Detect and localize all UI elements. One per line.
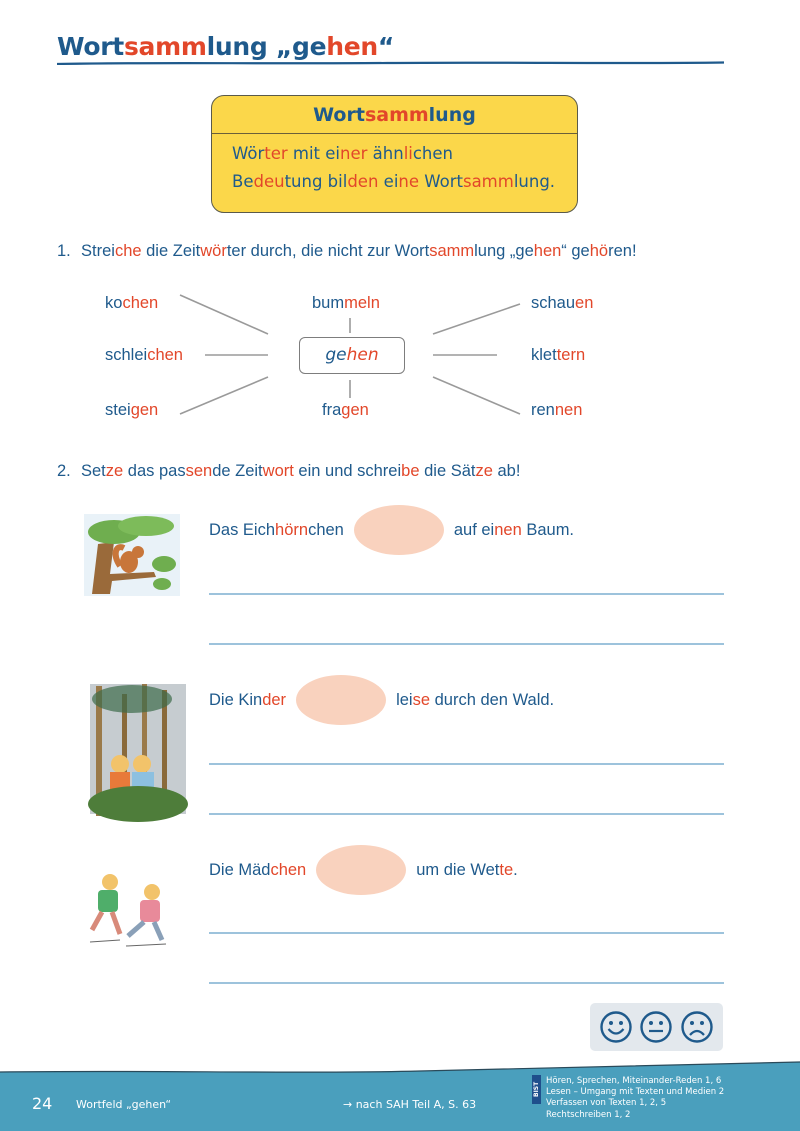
text-segment: ein und schrei [293, 462, 402, 480]
text-segment: auf ei [453, 520, 495, 539]
text-segment: chen [147, 346, 183, 364]
text-segment: Strei [81, 242, 115, 260]
text-segment: ge [325, 345, 347, 365]
word-web-word-fragen[interactable] [322, 401, 369, 420]
text-segment: te [499, 860, 514, 879]
sentence-part-after [396, 691, 554, 710]
text-segment: de Zeit [212, 462, 263, 480]
task-2-instruction [57, 462, 520, 481]
exercise-3-sentence [209, 845, 518, 895]
text-segment: be [401, 462, 420, 480]
word-web-word-schleichen[interactable] [105, 346, 183, 365]
answer-line[interactable] [209, 982, 724, 984]
self-assessment-box [590, 1003, 723, 1051]
text-segment: hen [346, 345, 379, 365]
text-segment: che [114, 242, 142, 260]
text-segment: wör [200, 242, 227, 260]
text-segment: en [575, 294, 594, 312]
title-underline [57, 61, 724, 65]
text-segment: ner [340, 144, 368, 163]
smiley-neutral-icon[interactable] [639, 1010, 673, 1044]
text-segment: hö [589, 242, 609, 260]
task-number: 2. [57, 462, 71, 480]
text-segment: Wör [232, 144, 265, 163]
answer-line[interactable] [209, 932, 724, 934]
task-number: 1. [57, 242, 71, 260]
squirrel-on-branch-illustration [84, 514, 180, 596]
text-segment: ter durch, die nicht zur Wort [226, 242, 430, 260]
verb-blank-3[interactable] [316, 845, 406, 895]
word-web-word-klettern[interactable] [531, 346, 585, 365]
girls-running-illustration [86, 868, 190, 948]
text-segment: wort [262, 462, 294, 480]
text-segment: schau [531, 294, 576, 312]
text-segment: samm [364, 104, 429, 126]
text-segment: mit ei [287, 144, 340, 163]
text-segment: ren [531, 401, 555, 419]
text-segment: chen [122, 294, 159, 312]
word-web-word-steigen[interactable] [105, 401, 158, 420]
bist-label: BIST [532, 1075, 541, 1104]
definition-line-2 [232, 168, 577, 196]
text-segment: chen [308, 520, 344, 539]
text-segment: ei [378, 172, 399, 191]
text-segment: stei [105, 401, 131, 419]
task-2-text [81, 462, 520, 480]
text-segment: Set [81, 462, 106, 480]
sentence-part-after [416, 861, 518, 880]
page-title [57, 32, 394, 61]
task-1-text [81, 242, 637, 260]
text-segment: deu [253, 172, 285, 191]
text-segment: tung bil [284, 172, 348, 191]
text-segment: gen [130, 401, 159, 419]
word-web-word-bummeln[interactable] [312, 294, 380, 313]
text-segment: Wort [313, 104, 365, 126]
text-segment: chen [270, 860, 307, 879]
smiley-happy-icon[interactable] [599, 1010, 633, 1044]
text-segment: das pas [123, 462, 186, 480]
footer-reference: → nach SAH Teil A, S. 63 [343, 1098, 477, 1111]
text-segment: nen [554, 401, 583, 419]
text-segment: ren! [608, 242, 637, 260]
task-1-instruction [57, 242, 637, 261]
bist-item: Lesen – Umgang mit Texten und Medien 2 [546, 1087, 725, 1098]
text-segment: hen [533, 242, 562, 260]
word-web-center [299, 337, 405, 374]
text-segment: “ [377, 32, 395, 61]
word-web-word-schauen[interactable] [531, 294, 593, 313]
text-segment: chen [412, 144, 453, 163]
text-segment: ne [398, 172, 420, 191]
text-segment: nen [494, 520, 522, 539]
answer-line[interactable] [209, 763, 724, 765]
page-number: 24 [32, 1094, 53, 1113]
text-segment: die Sät [419, 462, 476, 480]
sentence-part-before [209, 521, 344, 540]
answer-line[interactable] [209, 813, 724, 815]
verb-blank-1[interactable] [354, 505, 444, 555]
text-segment: se [412, 690, 431, 709]
text-segment: lung. [513, 172, 556, 191]
text-segment: gen [341, 401, 369, 419]
bist-item: Rechtschreiben 1, 2 [546, 1109, 631, 1120]
text-segment: bum [312, 294, 345, 312]
text-segment: um die Wet [416, 860, 500, 879]
sentence-part-before [209, 691, 286, 710]
text-segment: Die Mäd [209, 860, 271, 879]
text-segment: ähn [367, 144, 404, 163]
text-segment: fra [322, 401, 342, 419]
smiley-sad-icon[interactable] [680, 1010, 714, 1044]
bist-item: Verfassen von Texten 1, 2, 5 [546, 1098, 667, 1109]
answer-line[interactable] [209, 643, 724, 645]
text-segment: ze [475, 462, 493, 480]
text-segment: samm [429, 242, 475, 260]
text-segment: li [403, 144, 413, 163]
text-segment: . [513, 860, 518, 879]
text-segment: die Zeit [141, 242, 201, 260]
text-segment: “ ge [561, 242, 590, 260]
text-segment: lung [428, 104, 476, 126]
word-web-word-rennen[interactable] [531, 401, 582, 420]
text-segment: ze [105, 462, 124, 480]
text-segment: ter [264, 144, 288, 163]
text-segment: Das Eich [209, 520, 276, 539]
text-segment: Wort [57, 32, 124, 61]
text-segment: schlei [105, 346, 148, 364]
bist-standards-list [546, 1076, 724, 1121]
exercise-2-sentence [209, 675, 554, 725]
definition-heading [212, 96, 577, 134]
text-segment: lung „ge [206, 32, 327, 61]
text-segment: hörn [275, 520, 309, 539]
text-segment: der [262, 690, 287, 709]
text-segment: Baum. [521, 520, 575, 539]
text-segment: lung „ge [474, 242, 534, 260]
verb-blank-2[interactable] [296, 675, 386, 725]
sentence-part-before [209, 861, 306, 880]
text-segment: durch den Wald. [430, 690, 555, 709]
exercise-1-sentence [209, 505, 574, 555]
text-segment: samm [462, 172, 514, 191]
text-segment: hen [326, 32, 378, 61]
definition-text [212, 134, 577, 196]
text-segment: samm [123, 32, 207, 61]
text-segment: Die Kin [209, 690, 263, 709]
bist-item: Hören, Sprechen, Miteinander-Reden 1, 6 [546, 1076, 722, 1086]
text-segment: ab! [492, 462, 521, 480]
definition-box [211, 95, 578, 213]
children-in-forest-illustration [82, 684, 194, 826]
text-segment: sen [185, 462, 213, 480]
text-segment: Wort [419, 172, 463, 191]
footer-topic: Wortfeld „gehen“ [76, 1098, 172, 1111]
text-segment: lei [396, 690, 413, 709]
answer-line[interactable] [209, 593, 724, 595]
sentence-part-after [454, 521, 574, 540]
text-segment: den [347, 172, 379, 191]
text-segment: Be [232, 172, 254, 191]
word-web-word-kochen[interactable] [105, 294, 158, 313]
text-segment: meln [344, 294, 380, 312]
text-segment: tern [556, 346, 586, 364]
text-segment: klet [531, 346, 557, 364]
definition-line-1 [232, 140, 577, 168]
text-segment: ko [105, 294, 123, 312]
